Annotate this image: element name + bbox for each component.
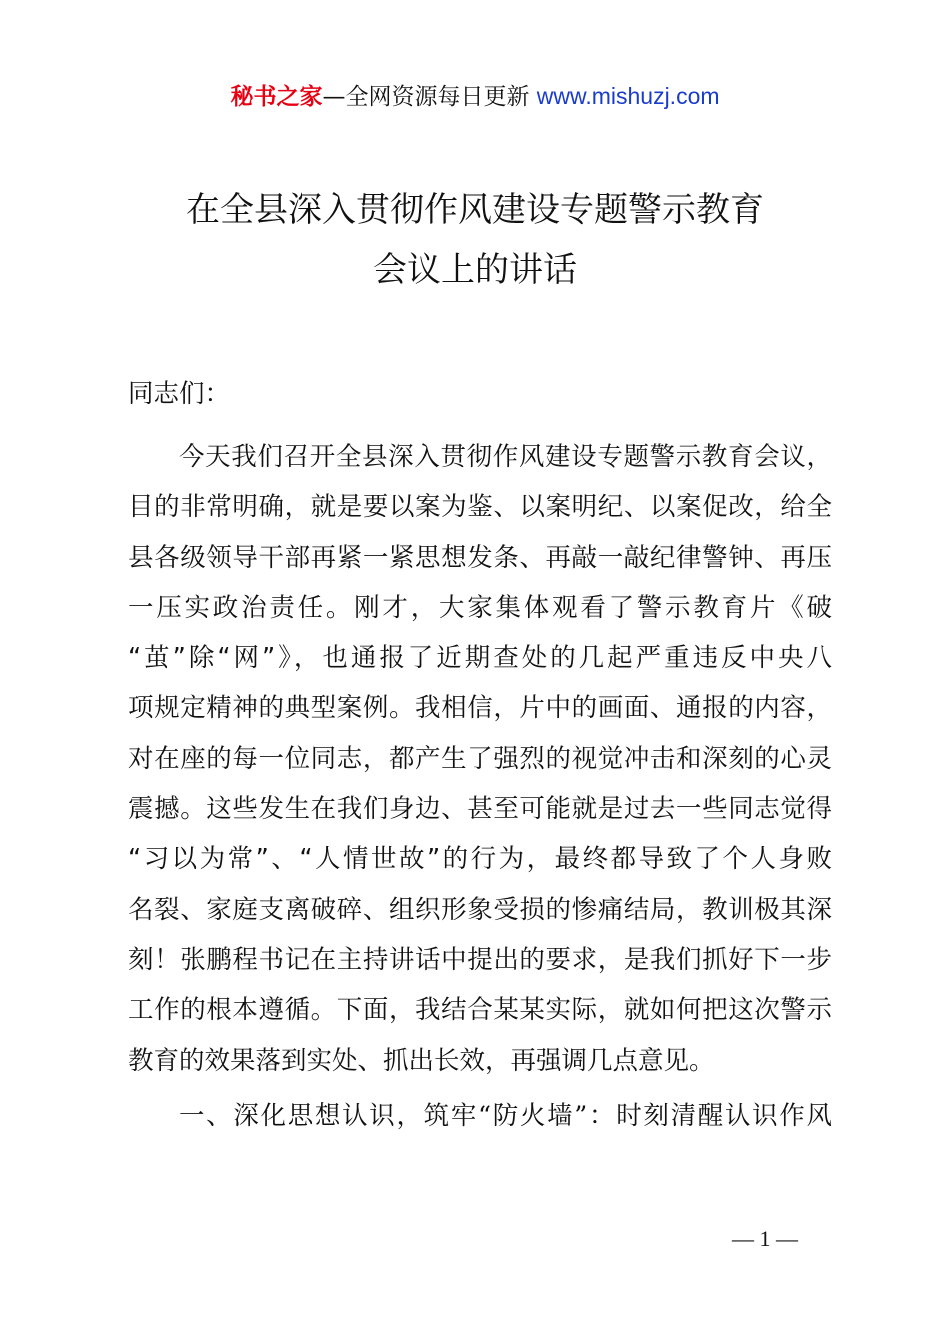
header-tagline: —全网资源每日更新 [322,84,537,110]
paragraph-line: “习以为常”、“人情世故”的行为，最终都导致了个人身败 [128,844,832,875]
paragraph-line: 对在座的每一位同志，都产生了强烈的视觉冲击和深刻的心灵 [128,743,832,774]
paragraph-line: “茧”除“网”》，也通报了近期查处的几起严重违反中央八 [128,643,832,674]
site-header [0,80,950,113]
body-paragraph [128,432,832,1086]
page-number: — 1 — [732,1226,798,1251]
paragraph-line: 名裂、家庭支离破碎、组织形象受损的惨痛结局，教训极其深 [128,894,832,925]
salutation: 同志们： [128,379,231,409]
title-line-2: 会议上的讲话 [373,250,577,290]
brand-name: 秘书之家 [230,84,323,110]
site-url-link[interactable]: www.mishuzj.com [536,83,720,109]
paragraph-line: 目的非常明确，就是要以案为鉴、以案明纪、以案促改，给全 [128,492,832,523]
paragraph-line: 今天我们召开全县深入贯彻作风建设专题警示教育会议， [179,442,832,472]
paragraph-line: 教育的效果落到实处、抓出长效，再强调几点意见。 [128,1045,715,1076]
title-line-1: 在全县深入贯彻作风建设专题警示教育 [186,190,764,230]
paragraph-line: 县各级领导干部再紧一紧思想发条、再敲一敲纪律警钟、再压 [128,542,832,573]
paragraph-line: 工作的根本遵循。下面，我结合某某实际，就如何把这次警示 [128,995,832,1026]
paragraph-line: 刻！张鹏程书记在主持讲话中提出的要求，是我们抓好下一步 [128,944,832,975]
paragraph-line: 项规定精神的典型案例。我相信，片中的画面、通报的内容， [128,693,832,724]
section-heading: 一、深化思想认识，筑牢“防火墙”：时刻清醒认识作风 [179,1101,832,1131]
paragraph-line: 一压实政治责任。刚才，大家集体观看了警示教育片《破 [128,592,832,623]
paragraph-line: 震撼。这些发生在我们身边、甚至可能就是过去一些同志觉得 [128,794,832,825]
document-title [0,180,950,300]
